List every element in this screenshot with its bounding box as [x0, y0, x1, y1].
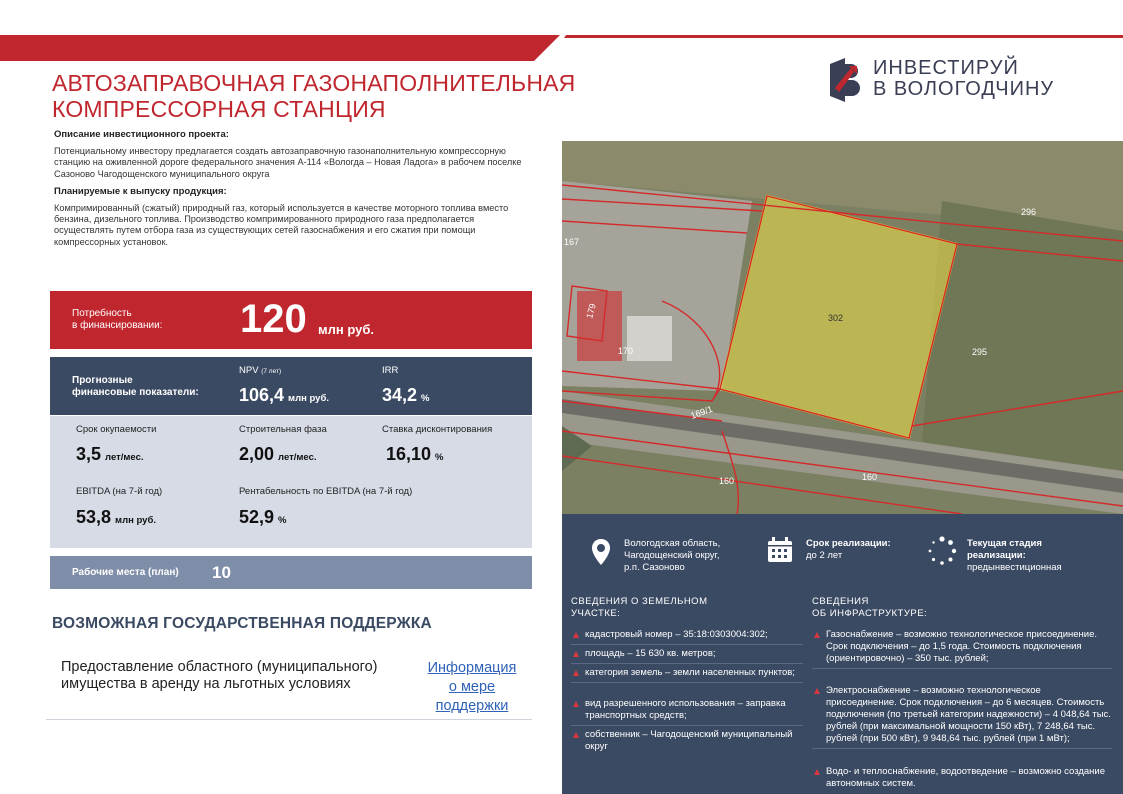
- parcel-label-302: 302: [828, 313, 844, 323]
- npv-value: [239, 385, 329, 406]
- margin-number: 52,9: [239, 507, 275, 527]
- parcel-label-167: 167: [564, 237, 580, 247]
- land-heading: [571, 596, 707, 620]
- land-heading-line-2: УЧАСТКЕ:: [571, 608, 621, 619]
- support-link-line-1: Информация: [427, 660, 517, 676]
- logo-mark-icon: [827, 58, 861, 102]
- land-item-text: вид разрешенного использования – заправка транспортных средств;: [585, 698, 786, 721]
- stage-label-1: Текущая стадия: [967, 538, 1042, 549]
- forecast-label-line-2: финансовые показатели:: [72, 387, 199, 398]
- land-item: [571, 629, 803, 641]
- parcel-label-169-1: 169/1: [689, 403, 714, 421]
- npv-period: (7 лет): [261, 368, 282, 375]
- logo-line-2: В ВОЛОГОДЧИНУ: [873, 78, 1055, 100]
- npv-unit: млн руб.: [288, 393, 329, 404]
- construction-label: Строительная фаза: [239, 424, 327, 435]
- payback-value: [76, 444, 144, 465]
- location-line-1: Вологодская область,: [624, 538, 721, 549]
- infra-item: [812, 629, 1112, 665]
- calendar-icon: [766, 536, 794, 564]
- financing-panel: [50, 291, 532, 349]
- support-link-line-3: поддержки: [435, 698, 509, 714]
- payback-label: Срок окупаемости: [76, 424, 157, 435]
- parcel-label-179: 179: [584, 302, 598, 320]
- map-building-roof: [577, 291, 622, 361]
- page-title: [52, 70, 652, 122]
- support-link-line-2: о мере: [448, 679, 496, 695]
- support-title: ВОЗМОЖНАЯ ГОСУДАРСТВЕННАЯ ПОДДЕРЖКА: [52, 615, 432, 632]
- payback-unit: лет/мес.: [105, 452, 144, 463]
- info-panel: [562, 514, 1123, 794]
- parcel-label-160-a: 160: [719, 476, 735, 486]
- payback-number: 3,5: [76, 444, 102, 464]
- page-title-line-1: АВТОЗАПРАВОЧНАЯ ГАЗОНАПОЛНИТЕЛЬНАЯ: [52, 70, 576, 96]
- discount-unit: %: [435, 452, 444, 463]
- land-heading-line-1: СВЕДЕНИЯ О ЗЕМЕЛЬНОМ: [571, 596, 708, 607]
- logo-line-1: ИНВЕСТИРУЙ: [873, 57, 1019, 79]
- margin-value: [239, 507, 287, 528]
- infra-item-text: Водо- и теплоснабжение, водоотведение – возможно создание автономных систем.: [826, 766, 1106, 789]
- npv-label: [239, 365, 281, 376]
- land-item: [571, 648, 803, 660]
- location-line-2: Чагодощенский округ,: [624, 550, 720, 561]
- discount-label: Ставка дисконтирования: [382, 424, 493, 435]
- support-text: Предоставление областного (муниципального) имущества в аренду на льготных условиях: [61, 659, 378, 692]
- description-text: Потенциальному инвестору предлагается создать автозаправочную газонаполнительную компрессорную станцию на оживленной дороге федерального значения А-114 «Вологда – Новая Ладога» в рабочем поселке Сазоново Чагодощенского муниципального округа: [54, 146, 522, 179]
- land-item-text: площадь – 15 630 кв. метров;: [585, 648, 716, 659]
- infra-item: [812, 685, 1112, 745]
- forecast-label: [72, 375, 199, 399]
- financing-label-line-1: Потребность: [72, 308, 132, 319]
- project-description: [54, 129, 524, 254]
- margin-unit: %: [278, 515, 287, 526]
- ebitda-number: 53,8: [76, 507, 112, 527]
- stage-block: [967, 538, 1062, 574]
- irr-number: 34,2: [382, 385, 418, 405]
- parcel-label-160-b: 160: [862, 472, 878, 482]
- logo-text: [873, 58, 1054, 100]
- discount-value: [386, 444, 444, 465]
- irr-label: IRR: [382, 365, 399, 376]
- parcel-label-296: 296: [1021, 207, 1037, 217]
- infra-item: [812, 766, 1112, 790]
- loading-spinner-icon: [927, 536, 957, 566]
- jobs-value: 10: [212, 563, 231, 582]
- support-row: [46, 648, 532, 720]
- construction-unit: лет/мес.: [278, 452, 317, 463]
- irr-unit: %: [421, 393, 430, 404]
- npv-label-text: NPV: [239, 365, 259, 376]
- margin-label: Рентабельность по EBITDA (на 7-й год): [239, 486, 413, 497]
- infra-heading-line-1: СВЕДЕНИЯ: [812, 596, 869, 607]
- land-item-text: категория земель – земли населенных пунктов;: [585, 667, 795, 678]
- jobs-label: Рабочие места (план): [72, 567, 179, 578]
- parcel-label-295: 295: [972, 347, 988, 357]
- map-building: [627, 316, 672, 361]
- land-item: [571, 667, 803, 679]
- ebitda-label: EBITDA (на 7-й год): [76, 486, 163, 497]
- npv-number: 106,4: [239, 385, 285, 405]
- ebitda-unit: млн руб.: [115, 515, 156, 526]
- metrics-panel: [50, 416, 532, 548]
- forecast-label-line-1: Прогнозные: [72, 375, 133, 386]
- land-item: [571, 729, 803, 753]
- financing-unit: млн руб.: [318, 322, 374, 337]
- products-text: Компримированный (сжатый) природный газ, который используется в качестве моторного топлива вместо бензина, дизельного топлива. Производство компримированного природного газа предполагается осуществлять путем отбора газа из существующих сетей газоснабжения и его сжатия при помощи компрессорных установок.: [54, 203, 509, 247]
- stage-label-2: реализации:: [967, 550, 1026, 561]
- infra-item-text: Электроснабжение – возможно технологическое присоединение. Срок подключения – до 6 месяцев. Стоимость подключения (по третьей категории надежности) – 4 048,64 тыс. рублей (при максимальной мощности 150 кВт), 7 248,64 тыс. рублей (при 500 кВт), 9 948,64 тыс. рублей (при 1 мВт);: [826, 685, 1111, 744]
- location-line-3: р.п. Сазоново: [624, 562, 685, 573]
- description-heading: Описание инвестиционного проекта:: [54, 129, 229, 140]
- logo: [827, 58, 1097, 104]
- construction-number: 2,00: [239, 444, 275, 464]
- infra-heading-line-2: ОБ ИНФРАСТРУКТУРЕ:: [812, 608, 928, 619]
- term-label: Срок реализации:: [806, 538, 891, 549]
- infra-item-text: Газоснабжение – возможно технологическое присоединение. Срок подключения – до 1,5 года. Стоимость подключения (ориентировочно) – 350 тыс. рублей;: [826, 629, 1098, 664]
- construction-value: [239, 444, 317, 465]
- forecast-panel: [50, 357, 532, 415]
- term-block: [806, 538, 891, 562]
- jobs-panel: [50, 556, 532, 589]
- ebitda-value: [76, 507, 156, 528]
- location-text: [624, 538, 720, 574]
- infra-heading: [812, 596, 927, 620]
- parcel-label-170: 170: [618, 346, 634, 356]
- location-pin-icon: [590, 538, 612, 566]
- financing-label: [72, 308, 162, 332]
- land-item-text: собственник – Чагодощенский муниципальный округ: [585, 729, 793, 752]
- stage-value: предынвестиционная: [967, 562, 1062, 573]
- financing-value: 120: [240, 297, 307, 341]
- products-heading: Планируемые к выпуску продукция:: [54, 185, 227, 197]
- page-title-line-2: КОМПРЕССОРНАЯ СТАНЦИЯ: [52, 96, 386, 122]
- discount-number: 16,10: [386, 444, 432, 464]
- irr-value: [382, 385, 430, 406]
- support-info-link[interactable]: [412, 659, 532, 716]
- land-item: [571, 698, 803, 722]
- land-item-text: кадастровый номер – 35:18:0303004:302;: [585, 629, 768, 640]
- cadastral-map: [562, 141, 1123, 514]
- financing-label-line-2: в финансировании:: [72, 320, 163, 331]
- term-value: до 2 лет: [806, 550, 843, 561]
